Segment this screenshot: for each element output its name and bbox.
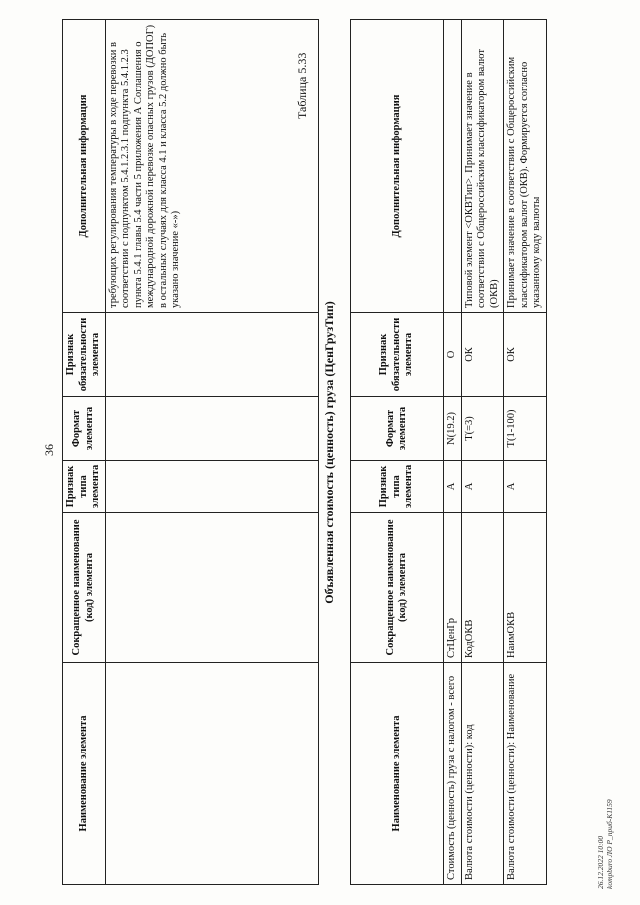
header-info: Дополнительная информация — [351, 20, 444, 313]
header-format: Формат элемента — [351, 397, 444, 461]
header-info: Дополнительная информация — [63, 20, 106, 313]
top-table — [62, 19, 319, 885]
top-row-info: требующих регулирования температуры в ходе перевозки в соответствии с подпунктом 5.4.1.2.3.1 подпункта 5.4.1.2.3 пункта 5.4.1 главы 5.4 части 5 приложения А Соглашения о международной дорожной перевозке опасных грузов (ДОПОГ) в остальных случаях для класса 4.1 и класса 5.2 должно быть указано значение «-») — [105, 20, 318, 313]
table-row: Валюта стоимости (ценности): код КодОКВ А T(=3) ОК Типовой элемент <ОКВТип>. Принимает значение в соответствии с Общероссийским классификатором валют (ОКВ) — [461, 20, 504, 885]
header-format: Формат элемента — [63, 397, 106, 461]
table-row — [105, 20, 318, 885]
table-title: Объявленная стоимость (ценность) груза (ЦенГрузТип) — [322, 301, 336, 604]
header-required: Признак обязательности элемента — [63, 313, 106, 397]
header-required: Признак обязательности элемента — [351, 313, 444, 397]
header-short: Сокращенное наименование (код) элемента — [351, 513, 444, 663]
page-number: 36 — [42, 444, 56, 456]
header-type: Признак типа элемента — [63, 461, 106, 513]
table-5-33 — [350, 19, 547, 885]
print-stamp: 26.12.2022 10:00 kompburo ЛО P_приб-К1159 — [596, 799, 614, 889]
table-row: Стоимость (ценность) груза с налогом - всего СтЦенГр А N(19.2) О — [444, 20, 462, 885]
header-name: Наименование элемента — [351, 663, 444, 885]
header-short: Сокращенное наименование (код) элемента — [63, 513, 106, 663]
header-type: Признак типа элемента — [351, 461, 444, 513]
table-row: Валюта стоимости (ценности): Наименование НаимОКВ А T(1-100) ОК Принимает значение в соответствии с Общероссийским классификатором валют (ОКВ). Формируется согласно указанному коду валюты — [504, 20, 547, 885]
header-name: Наименование элемента — [63, 663, 106, 885]
table-label: Таблица 5.33 — [295, 52, 309, 119]
